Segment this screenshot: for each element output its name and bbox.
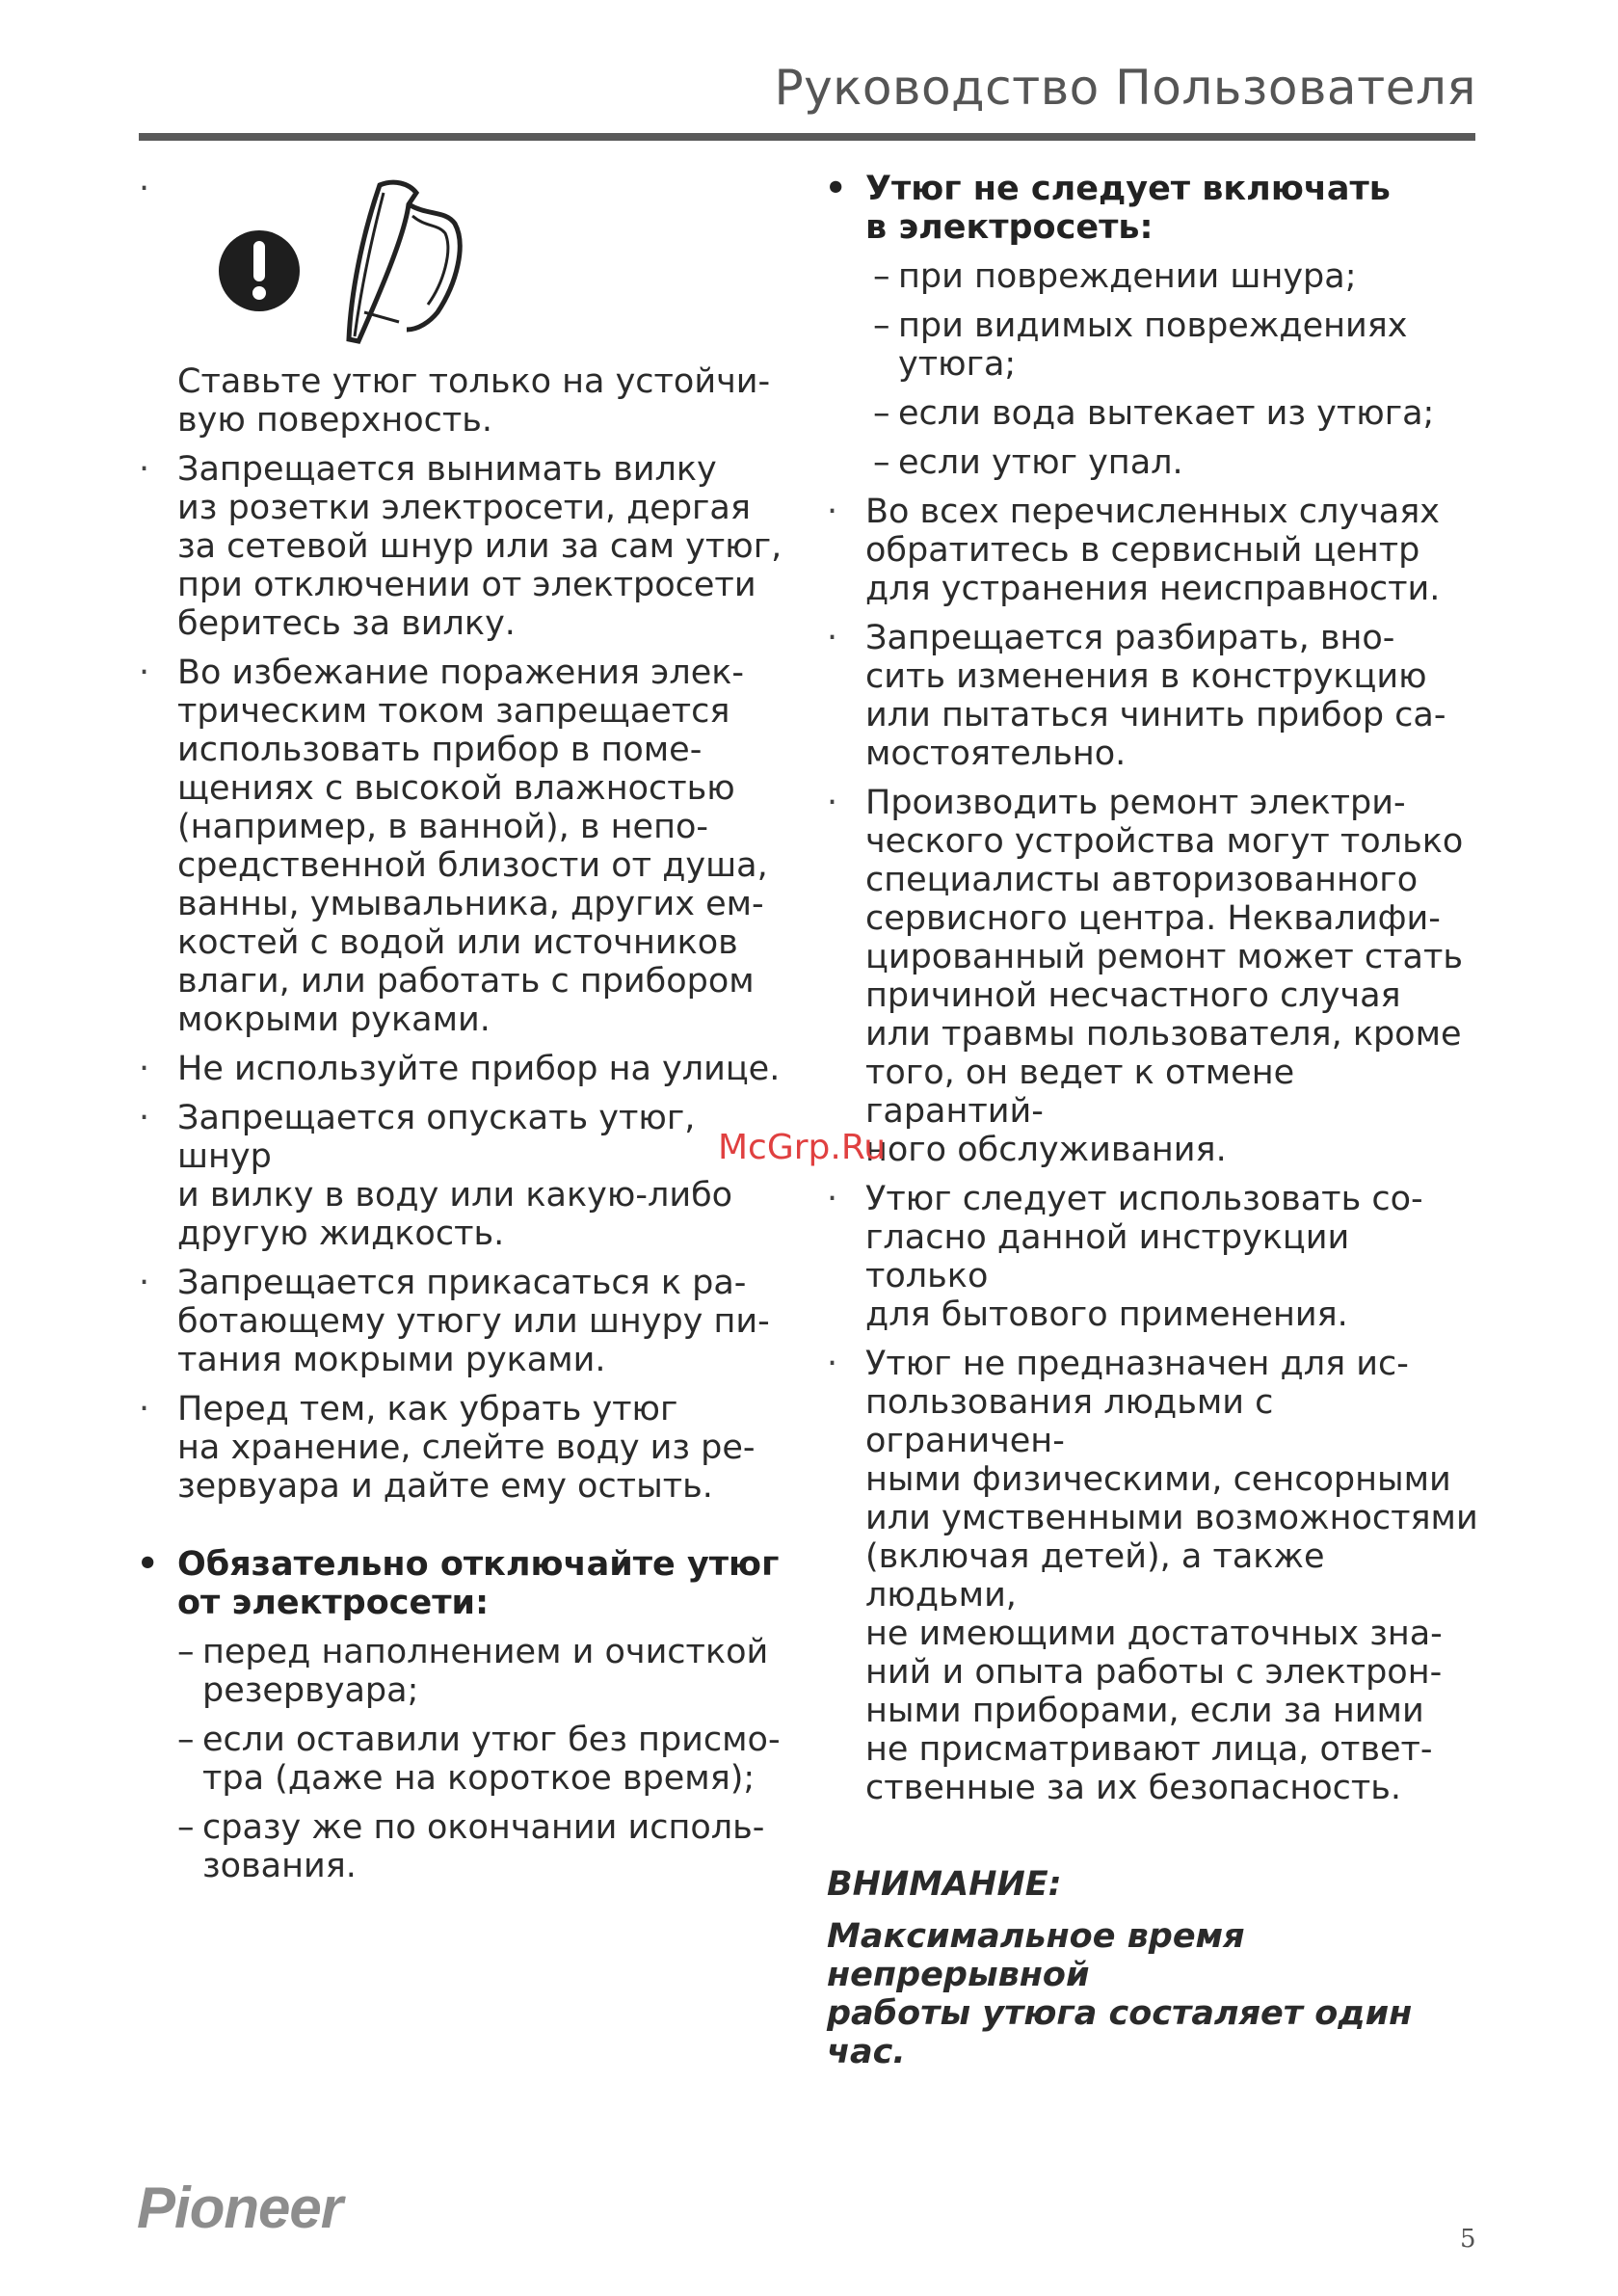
list-item <box>827 1345 1482 1807</box>
item-line: обратитесь в сервисный центр <box>865 531 1420 570</box>
icon-row <box>177 170 794 362</box>
left-column <box>139 170 794 1896</box>
item-line: пользования людьми с ограничен- <box>865 1383 1274 1460</box>
sub-item <box>827 394 1482 433</box>
dash: – <box>873 394 890 433</box>
bullet: · <box>139 1050 150 1088</box>
heading-line: Утюг не следует включать <box>865 170 1391 208</box>
item-line: Запрещается прикасаться к ра- <box>177 1264 747 1302</box>
sub-line: утюга; <box>898 345 1017 384</box>
brand-logo: Pioneer <box>137 2176 343 2240</box>
item-line: цированный ремонт может стать <box>865 938 1464 976</box>
bullet: • <box>137 1545 159 1584</box>
dash: – <box>177 1633 195 1671</box>
item-line: ний и опыта работы с электрон- <box>865 1653 1443 1692</box>
heading-line: от электросети: <box>177 1584 490 1622</box>
item-line: ственные за их безопасность. <box>865 1769 1402 1807</box>
item-line: для бытового применения. <box>865 1295 1348 1334</box>
item-line: беритесь за вилку. <box>177 604 516 643</box>
item-line: из розетки электросети, дергая <box>177 489 751 527</box>
sub-line: при повреждении шнура; <box>898 257 1357 296</box>
bold-heading-unplug <box>139 1545 794 1622</box>
sub-item <box>827 443 1482 482</box>
item-line: ческого устройства могут только <box>865 822 1464 861</box>
item-line: Утюг не предназначен для ис- <box>865 1345 1409 1383</box>
list-item-stable-surface <box>139 170 794 440</box>
spacer <box>139 1516 794 1545</box>
item-line: влаги, или работать с прибором <box>177 962 755 1001</box>
item-line: вую поверхность. <box>177 401 492 440</box>
bullet: · <box>139 170 150 208</box>
item-line: ными приборами, если за ними <box>865 1692 1424 1730</box>
item-line: гласно данной инструкции только <box>865 1218 1350 1295</box>
list-item <box>139 654 794 1039</box>
sub-line: тра (даже на короткое время); <box>202 1759 756 1798</box>
iron-upright-icon <box>341 177 476 351</box>
dash: – <box>177 1721 195 1759</box>
item-line: Перед тем, как убрать утюг <box>177 1390 678 1428</box>
list-item <box>139 1264 794 1379</box>
item-line: для устранения неисправности. <box>865 570 1441 608</box>
bullet: · <box>139 450 150 489</box>
bullet: · <box>827 784 838 822</box>
bullet: · <box>139 654 150 692</box>
item-line: специалисты авторизованного <box>865 861 1419 899</box>
header-rule <box>139 133 1475 141</box>
dash: – <box>873 257 890 296</box>
bullet: · <box>827 1345 838 1383</box>
dash: – <box>177 1808 195 1847</box>
bullet: · <box>139 1390 150 1428</box>
item-line: использовать прибор в поме- <box>177 731 703 769</box>
item-line: трическим током запрещается <box>177 692 730 731</box>
attention-block <box>827 1865 1482 2071</box>
item-line: того, он ведет к отмене гарантий- <box>865 1054 1295 1131</box>
item-line: средственной близости от душа, <box>177 846 768 885</box>
attention-title: ВНИМАНИЕ: <box>827 1865 1062 1904</box>
list-item <box>827 784 1482 1169</box>
item-line: Во всех перечисленных случаях <box>865 493 1440 531</box>
bullet: · <box>827 619 838 657</box>
item-line: Ставьте утюг только на устойчи- <box>177 362 771 401</box>
bullet: · <box>139 1099 150 1137</box>
item-line: ного обслуживания. <box>865 1131 1227 1169</box>
list-item <box>139 1390 794 1506</box>
item-line: Запрещается разбирать, вно- <box>865 619 1395 657</box>
exclamation-circle-icon <box>216 227 303 314</box>
item-line: сить изменения в конструкцию <box>865 657 1427 696</box>
item-line: не имеющими достаточных зна- <box>865 1615 1443 1653</box>
bullet: · <box>827 493 838 531</box>
item-line: Запрещается вынимать вилку <box>177 450 717 489</box>
item-line: или травмы пользователя, кроме <box>865 1015 1462 1054</box>
item-line: не присматривают лица, ответ- <box>865 1730 1433 1769</box>
list-item <box>139 1050 794 1088</box>
sub-line: сразу же по окончании исполь- <box>202 1808 765 1847</box>
bullet: · <box>827 1180 838 1218</box>
item-line: другую жидкость. <box>177 1215 505 1253</box>
item-line: ванны, умывальника, других ем- <box>177 885 764 923</box>
sub-line: резервуара; <box>202 1671 419 1710</box>
item-line: Утюг следует использовать со- <box>865 1180 1423 1218</box>
item-line: (включая детей), а также людьми, <box>865 1537 1325 1615</box>
attention-line: работы утюга состаляет один час. <box>827 1994 1413 2071</box>
item-line: костей с водой или источников <box>177 923 738 962</box>
item-line: ными физическими, сенсорными <box>865 1460 1451 1499</box>
item-line: Производить ремонт электри- <box>865 784 1406 822</box>
sub-item <box>139 1808 794 1885</box>
bullet: • <box>825 170 847 208</box>
item-line: мостоятельно. <box>865 734 1127 773</box>
item-line: за сетевой шнур или за сам утюг, <box>177 527 782 566</box>
item-line: тания мокрыми руками. <box>177 1341 606 1379</box>
bullet: · <box>139 1264 150 1302</box>
bold-heading-do-not-plug <box>827 170 1482 247</box>
watermark: McGrp.Ru <box>718 1128 887 1167</box>
sub-item <box>827 257 1482 296</box>
heading-line: в электросеть: <box>865 208 1154 247</box>
list-item <box>139 1099 794 1253</box>
list-item <box>827 493 1482 608</box>
heading-line: Обязательно отключайте утюг <box>177 1545 780 1584</box>
item-line: или умственными возможностями <box>865 1499 1478 1537</box>
item-line: причиной несчастного случая <box>865 976 1401 1015</box>
dash: – <box>873 307 890 345</box>
list-item <box>139 450 794 643</box>
list-item <box>827 619 1482 773</box>
dash: – <box>873 443 890 482</box>
item-line: щениях с высокой влажностью <box>177 769 735 808</box>
sub-item <box>827 307 1482 384</box>
item-line: при отключении от электросети <box>177 566 756 604</box>
item-line: и вилку в воду или какую-либо <box>177 1176 733 1215</box>
item-line: Во избежание поражения элек- <box>177 654 745 692</box>
item-line: ботающему утюгу или шнуру пи- <box>177 1302 770 1341</box>
attention-line: Максимальное время непрерывной <box>827 1917 1245 1994</box>
item-line: на хранение, слейте воду из ре- <box>177 1428 756 1467</box>
sub-item <box>139 1721 794 1798</box>
sub-line: при видимых повреждениях <box>898 307 1408 345</box>
item-line: Запрещается опускать утюг, шнур <box>177 1099 696 1176</box>
header-title: Руководство Пользователя <box>774 60 1476 116</box>
sub-item <box>139 1633 794 1710</box>
sub-line: если утюг упал. <box>898 443 1183 482</box>
list-item <box>827 1180 1482 1334</box>
sub-line: если оставили утюг без присмо- <box>202 1721 781 1759</box>
item-line: мокрыми руками. <box>177 1001 491 1039</box>
item-line: зервуара и дайте ему остыть. <box>177 1467 713 1506</box>
sub-line: перед наполнением и очисткой <box>202 1633 769 1671</box>
page-number: 5 <box>1460 2225 1476 2254</box>
item-line: или пытаться чинить прибор са- <box>865 696 1446 734</box>
right-column <box>827 170 1482 2071</box>
sub-line: зования. <box>202 1847 357 1885</box>
item-line: Не используйте прибор на улице. <box>177 1050 781 1088</box>
sub-line: если вода вытекает из утюга; <box>898 394 1435 433</box>
item-line: (например, в ванной), в непо- <box>177 808 708 846</box>
item-line: сервисного центра. Неквалифи- <box>865 899 1441 938</box>
